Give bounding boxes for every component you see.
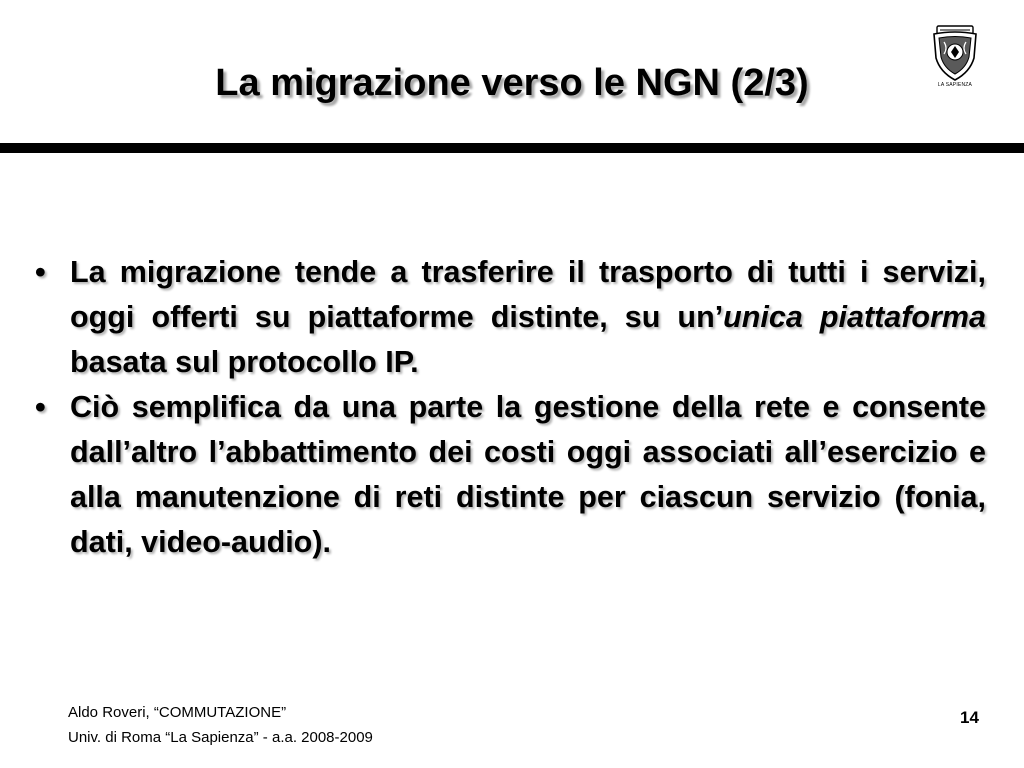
footer-author: Aldo Roveri, “COMMUTAZIONE”: [68, 704, 287, 721]
bullet-list: [32, 250, 986, 565]
bullet-icon: •: [35, 255, 46, 289]
title-divider: [0, 143, 1024, 153]
bullet-icon: •: [35, 390, 46, 424]
bullet-text-end: basata sul protocollo IP.: [70, 345, 419, 379]
slide-title: La migrazione verso le NGN (2/3): [215, 62, 809, 104]
university-seal-icon: [928, 24, 982, 82]
bullet-text-emphasis: unica piattaforma: [723, 300, 986, 334]
bullet-text-start: La migrazione tende a trasferire il trasporto di tutti i servizi, oggi offerti su piattaforme distinte, su un’: [70, 255, 986, 334]
university-logo: [928, 24, 982, 94]
bullet-item: [32, 385, 986, 565]
bullet-item: [32, 250, 986, 385]
footer-institution: Univ. di Roma “La Sapienza” - a.a. 2008-2009: [68, 729, 373, 746]
page-number: 14: [960, 708, 979, 727]
logo-caption: LA SAPIENZA: [937, 82, 973, 88]
bullet-text: Ciò semplifica da una parte la gestione della rete e consente dall’altro l’abbattimento dei costi oggi associati all’esercizio e alla manutenzione di reti distinte per ciascun servizio (fonia, dati, video-audio).: [70, 390, 986, 559]
